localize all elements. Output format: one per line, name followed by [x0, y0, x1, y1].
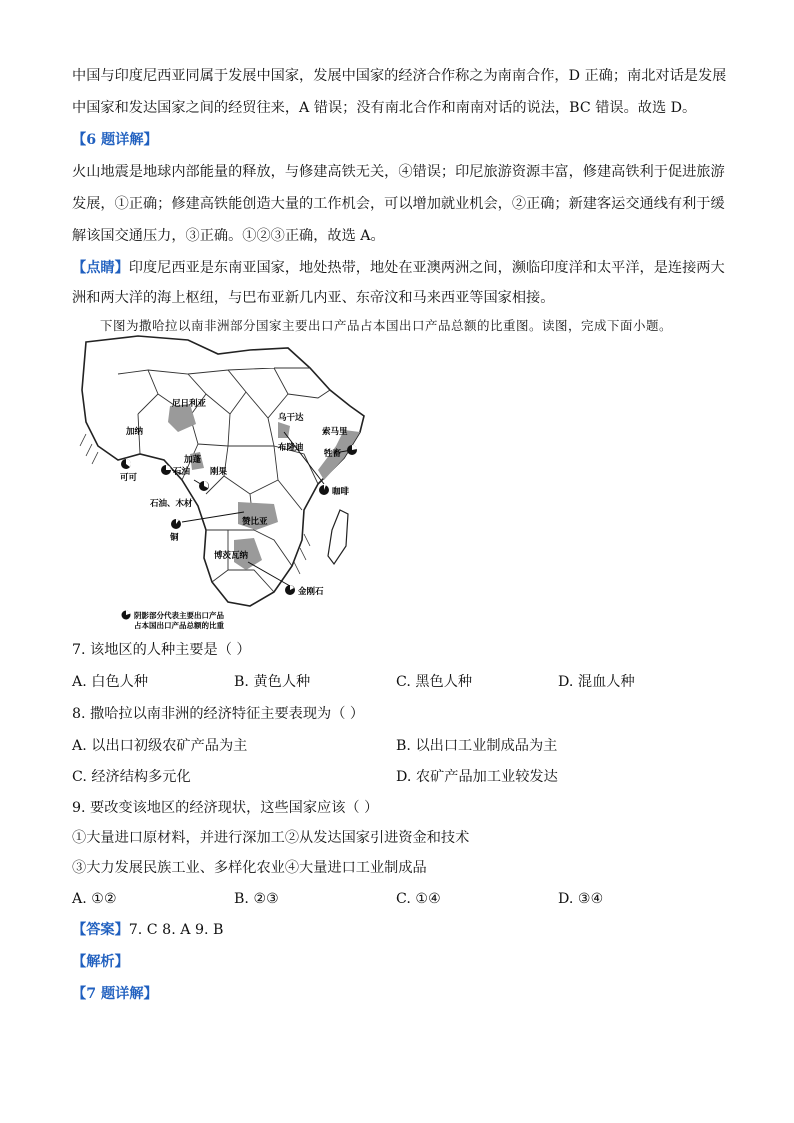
label-uganda: 乌干达	[278, 413, 304, 423]
label-zambia: 赞比亚	[242, 517, 268, 527]
option-c[interactable]: C. 黑色人种	[396, 674, 473, 690]
text-line: 洲和两大洋的海上枢纽，与巴布亚新几内亚、东帝汶和马来西亚等国家相接。	[72, 290, 555, 306]
africa-export-map	[78, 334, 368, 630]
option-c[interactable]: C. 经济结构多元化	[72, 769, 191, 785]
dianjing-paragraph	[72, 258, 725, 278]
answer-label: 【答案】	[72, 922, 129, 938]
option-c[interactable]: C. ①④	[396, 891, 441, 907]
answer-text: 7. C 8. A 9. B	[128, 922, 224, 938]
option-a[interactable]: A. 白色人种	[72, 674, 149, 690]
pie-copper	[171, 519, 181, 529]
label-ghana: 加纳	[126, 427, 144, 437]
question-9-options	[72, 889, 722, 909]
pie-livestock	[347, 445, 357, 455]
label-copper: 铜	[170, 533, 179, 543]
question-9-statements-1: ①大量进口原材料，并进行深加工②从发达国家引进资金和技术	[72, 830, 470, 846]
label-diamond: 金刚石	[298, 587, 324, 597]
section-heading-6: 【6 题详解】	[72, 132, 158, 148]
label-congo: 刚果	[210, 467, 228, 477]
section-heading-7: 【7 题详解】	[72, 986, 158, 1002]
option-d[interactable]: D. ③④	[558, 891, 604, 907]
text-line: 火山地震是地球内部能量的释放，与修建高铁无关，④错误；印尼旅游资源丰富，修建高铁利于促进旅游	[72, 164, 725, 180]
option-d[interactable]: D. 农矿产品加工业较发达	[396, 769, 558, 785]
option-b[interactable]: B. 黄色人种	[234, 674, 311, 690]
figure-caption: 下图为撒哈拉以南非洲部分国家主要出口产品占本国出口产品总额的比重图。读图，完成下面小题。	[100, 318, 673, 333]
legend-line-2: 占本国出口产品总额的比重	[134, 621, 224, 630]
question-9-stem: 9. 要改变该地区的经济现状，这些国家应该（ ）	[72, 800, 379, 816]
text-line: 发展，①正确；修建高铁能创造大量的工作机会，可以增加就业机会，②正确；新建客运交通线有利于缓	[72, 196, 725, 212]
analysis-label: 【解析】	[72, 954, 129, 970]
label-oil: 石油	[173, 467, 191, 477]
option-b[interactable]: B. 以出口工业制成品为主	[396, 738, 558, 754]
option-a[interactable]: A. ①②	[72, 891, 117, 907]
pie-diamond	[285, 585, 295, 595]
label-burundi: 布隆迪	[278, 443, 304, 453]
question-7-stem: 7. 该地区的人种主要是（ ）	[72, 642, 251, 658]
text-line: 中国家和发达国家之间的经贸往来，A 错误；没有南北合作和南南对话的说法，BC 错误。故选 D。	[72, 100, 697, 116]
option-a[interactable]: A. 以出口初级农矿产品为主	[72, 738, 248, 754]
dianjing-label: 【点睛】	[72, 260, 129, 276]
label-gabon: 加蓬	[184, 455, 202, 465]
pie-oil	[161, 465, 171, 475]
label-cocoa: 可可	[120, 473, 138, 483]
option-d[interactable]: D. 混血人种	[558, 674, 635, 690]
question-8-options-row2	[72, 767, 722, 787]
text-line: 解该国交通压力，③正确。①②③正确，故选 A。	[72, 228, 385, 244]
pie-cocoa	[121, 459, 131, 469]
label-coffee: 咖啡	[332, 487, 350, 497]
question-9-statements-2: ③大力发展民族工业、多样化农业④大量进口工业制成品	[72, 860, 427, 876]
question-7-options	[72, 672, 722, 692]
label-botswana: 博茨瓦纳	[214, 551, 249, 561]
label-livestock: 牲畜	[324, 449, 342, 459]
text-line: 中国与印度尼西亚同属于发展中国家，发展中国家的经济合作称之为南南合作，D 正确；南北对话是发展	[72, 68, 727, 84]
question-8-options-row1	[72, 736, 722, 756]
legend-line-1: 阴影部分代表主要出口产品	[134, 611, 224, 620]
question-8-stem: 8. 撒哈拉以南非洲的经济特征主要表现为（ ）	[72, 706, 365, 722]
label-somalia: 索马里	[322, 427, 348, 437]
dianjing-text: 印度尼西亚是东南亚国家，地处热带，地处在亚澳两洲之间，濒临印度洋和太平洋，是连接两大	[128, 260, 725, 276]
option-b[interactable]: B. ②③	[234, 891, 279, 907]
label-oil-timber: 石油、木材	[150, 499, 193, 509]
label-nigeria: 尼日利亚	[172, 399, 207, 409]
answer-line	[72, 920, 223, 940]
